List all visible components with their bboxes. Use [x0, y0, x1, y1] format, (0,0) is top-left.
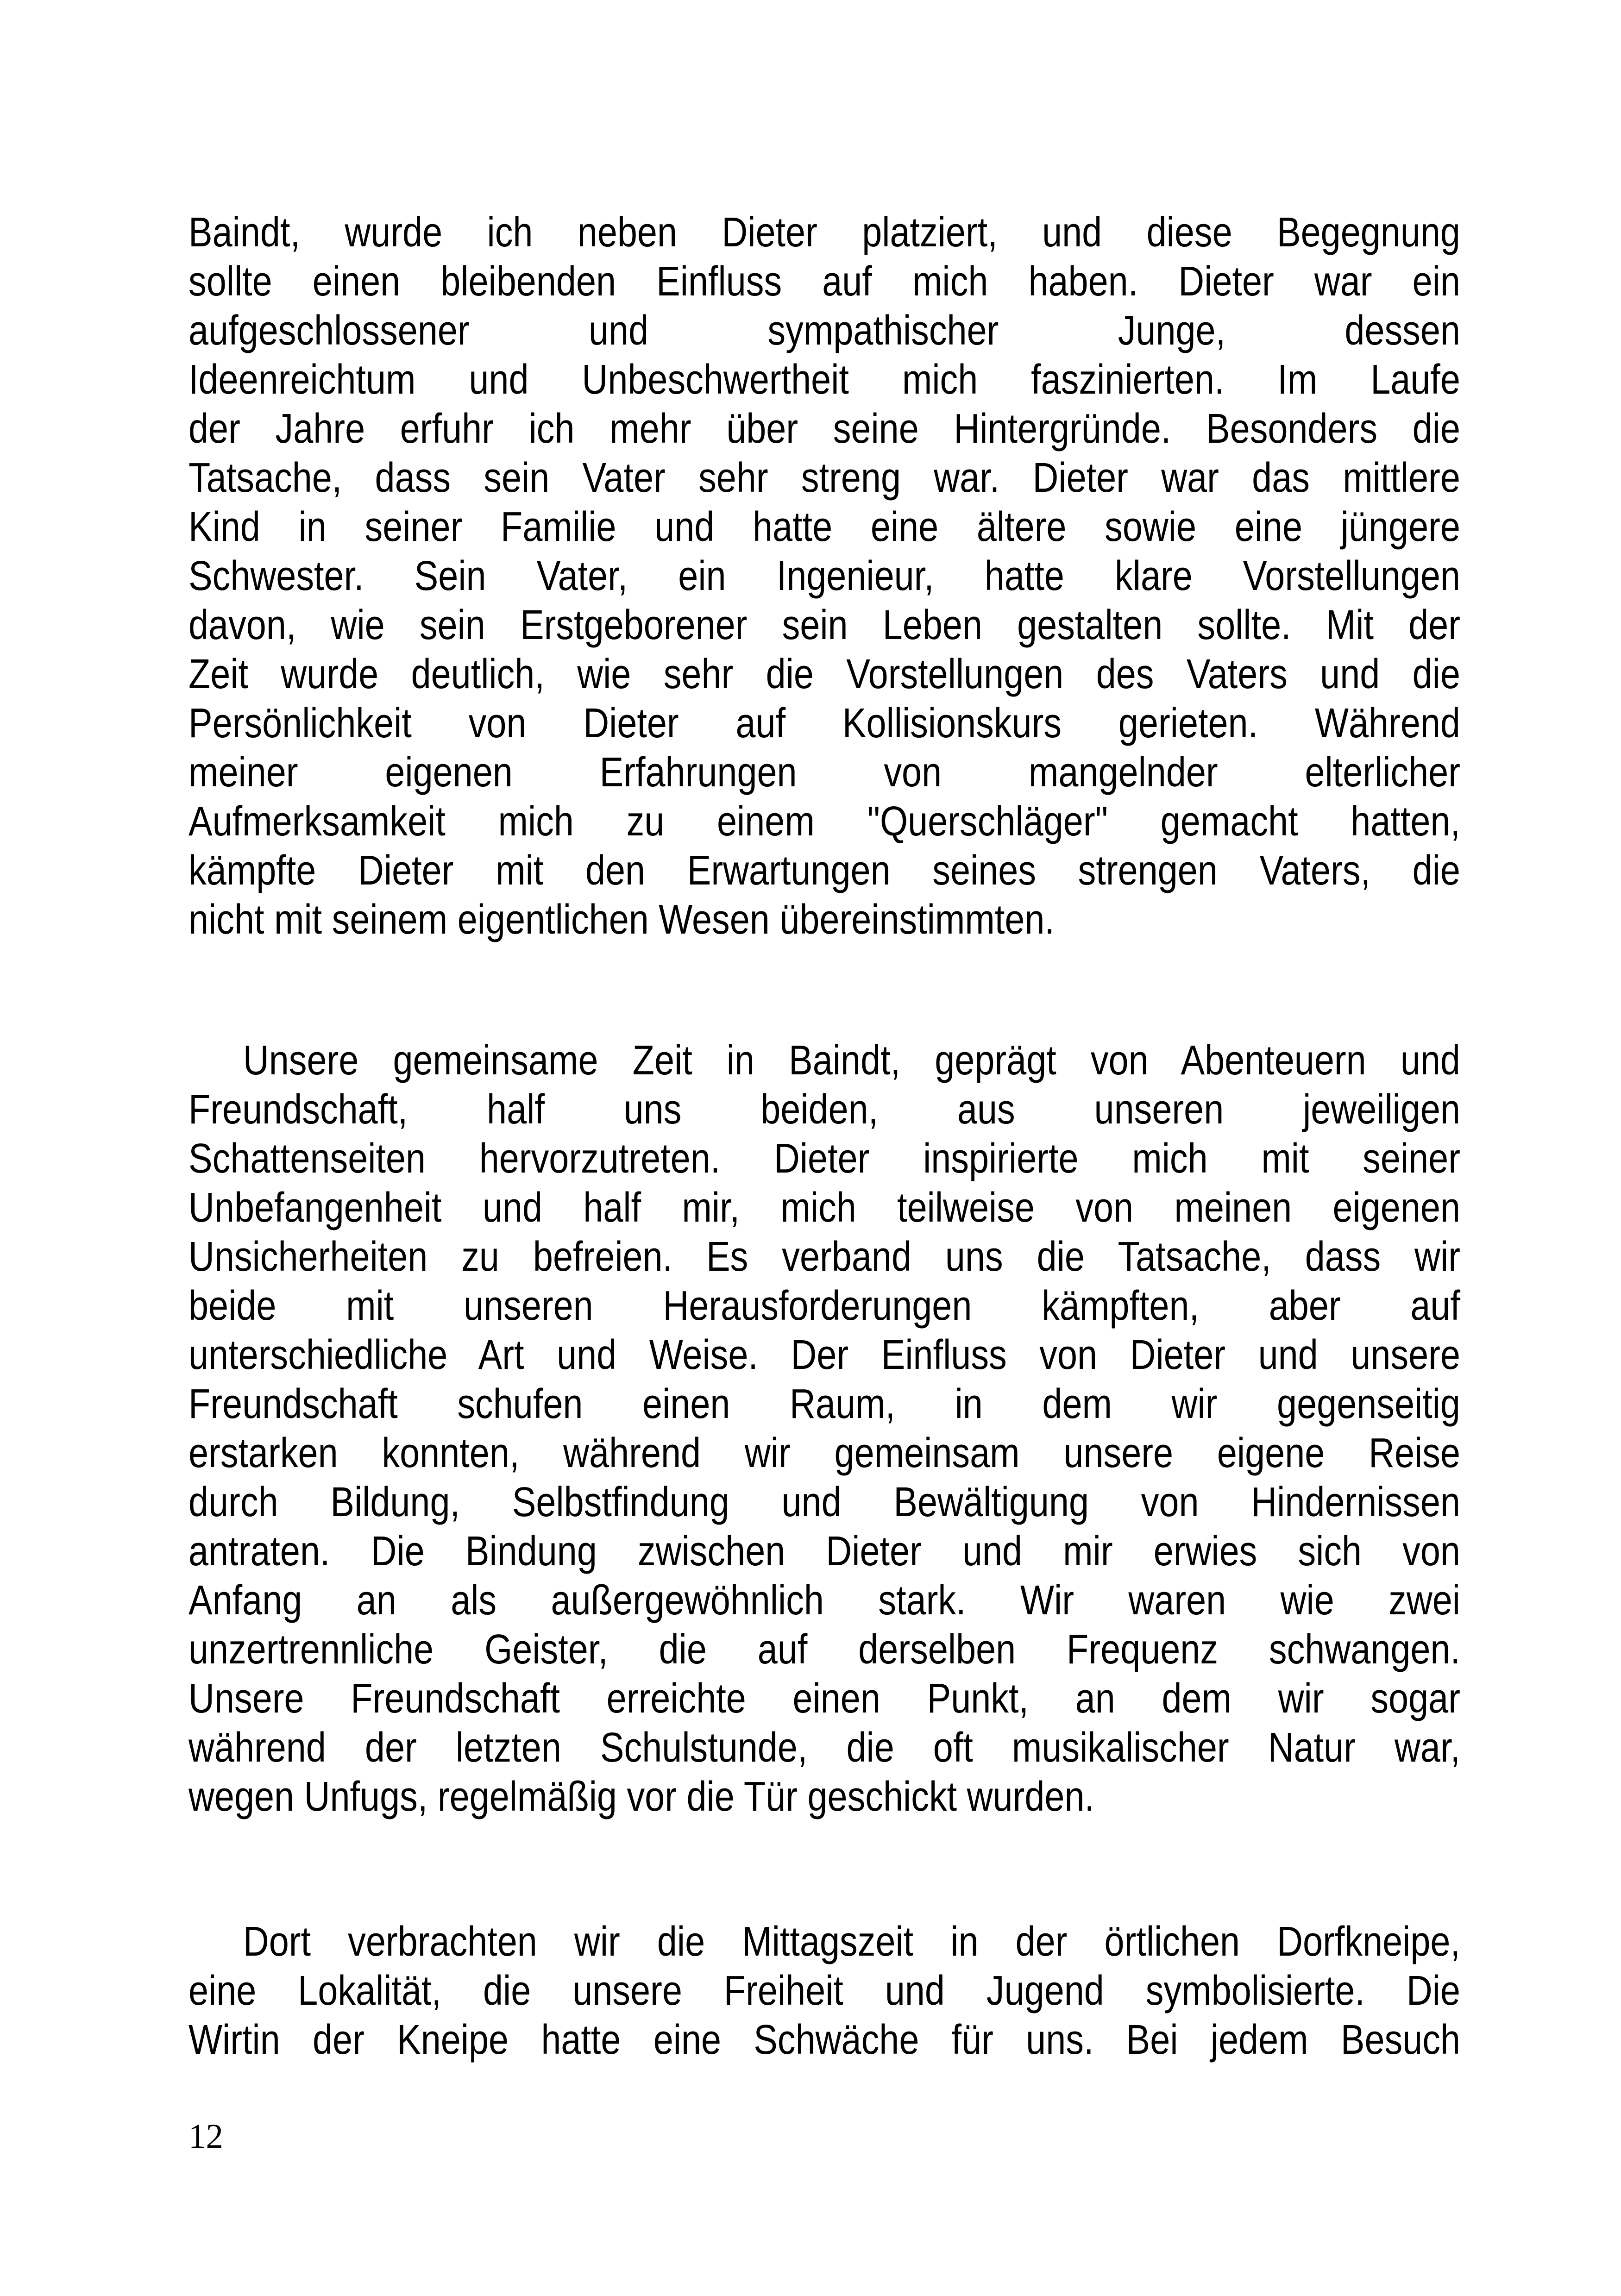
text-line [188, 1478, 1460, 1527]
text-line [188, 1527, 1460, 1576]
text-line-content: wegen Unfugs, regelmäßig vor die Tür geschickt wurden. [188, 1774, 1095, 1820]
text-line [188, 404, 1460, 453]
text-line [188, 1966, 1460, 2015]
text-line-content: Persönlichkeit von Dieter auf Kollisionskurs gerieten. Während [188, 700, 1460, 747]
text-line-content: kämpfte Dieter mit den Erwartungen seines strengen Vaters, die [188, 847, 1460, 894]
text-line [188, 1380, 1460, 1429]
text-line-content: aufgeschlossener und sympathischer Junge, dessen [188, 307, 1460, 354]
text-line-content: Zeit wurde deutlich, wie sehr die Vorstellungen des Vaters und die [188, 651, 1460, 697]
text-line-content: unterschiedliche Art und Weise. Der Einfluss von Dieter und unsere [188, 1332, 1460, 1378]
text-line-content: davon, wie sein Erstgeborener sein Leben gestalten sollte. Mit der [188, 602, 1460, 648]
text-line [188, 601, 1460, 650]
text-line [188, 1036, 1460, 1085]
text-line-content: Baindt, wurde ich neben Dieter platziert, und diese Begegnung [188, 209, 1460, 256]
text-line [188, 1576, 1460, 1625]
paragraph-3 [188, 1917, 1460, 2064]
text-line [188, 502, 1460, 552]
text-line [188, 208, 1460, 257]
text-line [188, 1281, 1460, 1330]
text-line-content: Unsere Freundschaft erreichte einen Punkt, an dem wir sogar [188, 1675, 1460, 1722]
text-line-content: der Jahre erfuhr ich mehr über seine Hintergründe. Besonders die [188, 406, 1460, 452]
text-line [188, 355, 1460, 404]
text-line [188, 1772, 1460, 1821]
text-line-content: Wirtin der Kneipe hatte eine Schwäche für uns. Bei jedem Besuch [188, 2017, 1460, 2063]
text-line-content: erstarken konnten, während wir gemeinsam unsere eigene Reise [188, 1430, 1460, 1476]
text-line-content: unzertrennliche Geister, die auf derselben Frequenz schwangen. [188, 1626, 1460, 1673]
text-line [188, 650, 1460, 699]
text-line-content: Freundschaft schufen einen Raum, in dem wir gegenseitig [188, 1381, 1460, 1427]
text-line-content: sollte einen bleibenden Einfluss auf mich haben. Dieter war ein [188, 258, 1460, 305]
text-line [188, 1183, 1460, 1232]
text-line [188, 453, 1460, 502]
paragraph-1 [188, 208, 1460, 944]
text-line [188, 1723, 1460, 1772]
text-line-content: Freundschaft, half uns beiden, aus unseren jeweiligen [188, 1086, 1460, 1133]
text-line [188, 257, 1460, 306]
text-line-content: Dort verbrachten wir die Mittagszeit in der örtlichen Dorfkneipe, [243, 1919, 1460, 1965]
text-line-content: Schattenseiten hervorzutreten. Dieter inspirierte mich mit seiner [188, 1135, 1460, 1182]
text-line-content: Aufmerksamkeit mich zu einem "Querschläger" gemacht hatten, [188, 798, 1460, 845]
text-line [188, 1085, 1460, 1134]
text-line-content: Ideenreichtum und Unbeschwertheit mich faszinierten. Im Laufe [188, 357, 1460, 403]
text-line [188, 1429, 1460, 1478]
text-line [188, 797, 1460, 846]
text-line-content: durch Bildung, Selbstfindung und Bewältigung von Hindernissen [188, 1479, 1460, 1525]
text-line [188, 748, 1460, 797]
text-line-content: antraten. Die Bindung zwischen Dieter und mir erwies sich von [188, 1528, 1460, 1575]
text-line-content: Unsere gemeinsame Zeit in Baindt, geprägt von Abenteuern und [243, 1037, 1460, 1084]
paragraph-2 [188, 1036, 1460, 1821]
text-line-content: eine Lokalität, die unsere Freiheit und Jugend symbolisierte. Die [188, 1968, 1460, 2014]
text-line-content: Unsicherheiten zu befreien. Es verband uns die Tatsache, dass wir [188, 1234, 1460, 1280]
text-line [188, 306, 1460, 355]
text-line-content: Schwester. Sein Vater, ein Ingenieur, hatte klare Vorstellungen [188, 553, 1460, 599]
text-line-content: Tatsache, dass sein Vater sehr streng war. Dieter war das mittlere [188, 455, 1460, 501]
text-line [188, 1134, 1460, 1183]
text-line-content: nicht mit seinem eigentlichen Wesen übereinstimmten. [188, 897, 1055, 943]
text-line [188, 552, 1460, 601]
text-line-content: Unbefangenheit und half mir, mich teilweise von meinen eigenen [188, 1185, 1460, 1231]
text-line [188, 1674, 1460, 1723]
text-line-content: während der letzten Schulstunde, die oft musikalischer Natur war, [188, 1725, 1460, 1771]
page-number: 12 [188, 2117, 223, 2156]
text-line-content: beide mit unseren Herausforderungen kämpften, aber auf [188, 1283, 1460, 1329]
text-line [188, 1625, 1460, 1674]
text-line [188, 1917, 1460, 1966]
text-line [188, 1232, 1460, 1281]
text-line-content: Anfang an als außergewöhnlich stark. Wir waren wie zwei [188, 1577, 1460, 1624]
text-line-content: Kind in seiner Familie und hatte eine ältere sowie eine jüngere [188, 504, 1460, 550]
text-line [188, 1330, 1460, 1380]
text-line [188, 895, 1460, 944]
text-line [188, 846, 1460, 895]
text-line [188, 699, 1460, 748]
text-line [188, 2015, 1460, 2064]
text-line-content: meiner eigenen Erfahrungen von mangelnder elterlicher [188, 749, 1460, 796]
